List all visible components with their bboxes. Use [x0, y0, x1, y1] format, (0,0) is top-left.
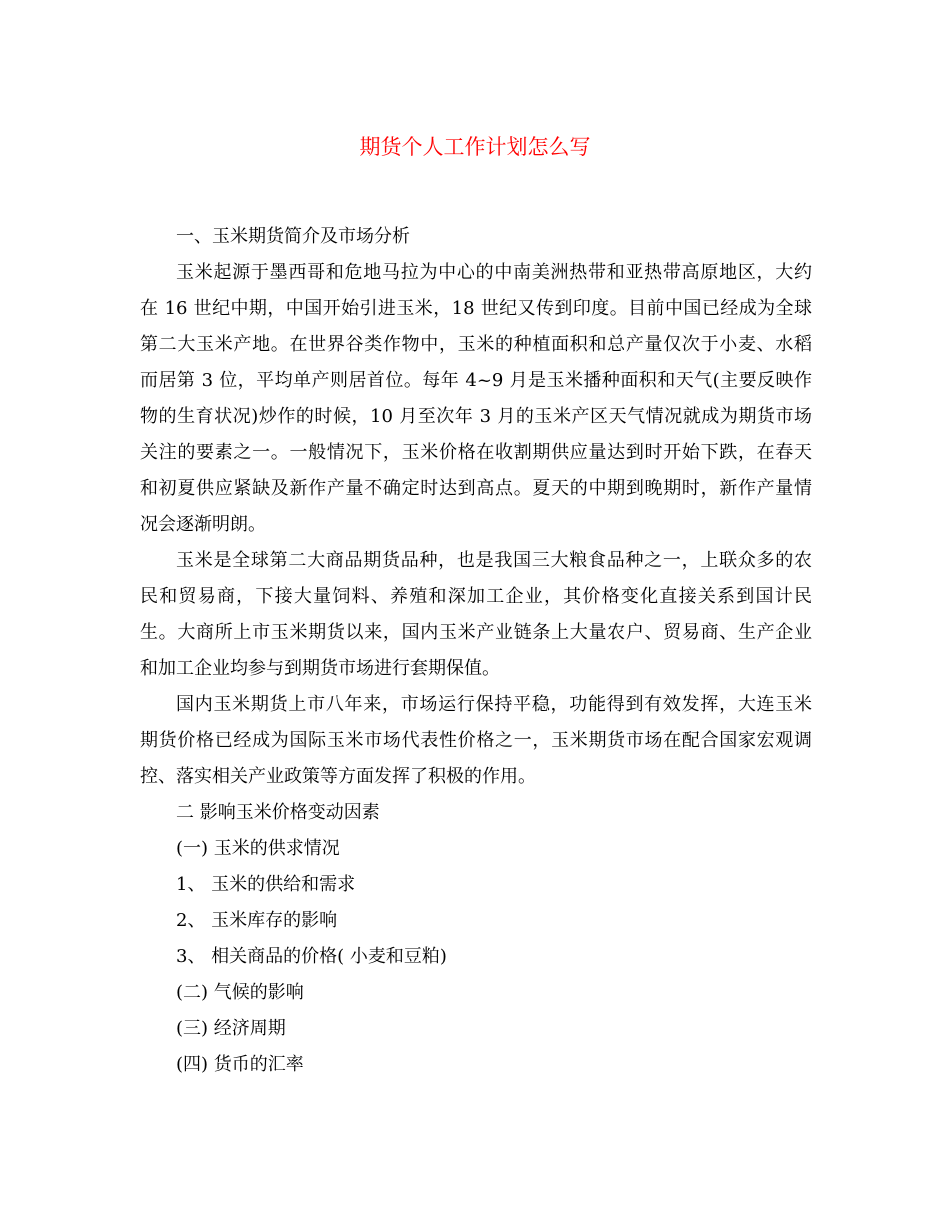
subsection-heading: (四) 货币的汇率 — [176, 1054, 304, 1075]
paragraph-line: 控、落实相关产业政策等方面发挥了积极的作用。 — [140, 766, 536, 787]
document-body — [140, 219, 812, 1083]
paragraph-line: 民和贸易商，下接大量饲料、养殖和深加工企业，其价格变化直接关系到国计民 — [140, 586, 812, 607]
document-title: 期货个人工作计划怎么写 — [359, 135, 591, 159]
paragraph-line: 和初夏供应紧缺及新作产量不确定时达到高点。夏天的中期到晚期时，新作产量情 — [140, 478, 812, 499]
paragraph-line: 在 16 世纪中期，中国开始引进玉米，18 世纪又传到印度。目前中国已经成为全球 — [140, 298, 812, 319]
section-heading: 一、玉米期货简介及市场分析 — [176, 226, 410, 247]
subsection-heading: (二) 气候的影响 — [176, 982, 304, 1003]
paragraph-line: 玉米起源于墨西哥和危地马拉为中心的中南美洲热带和亚热带高原地区，大约 — [176, 262, 812, 283]
subsection-heading: (一) 玉米的供求情况 — [176, 838, 340, 859]
paragraph-line: 况会逐渐明朗。 — [140, 514, 266, 535]
paragraph-line: 关注的要素之一。一般情况下，玉米价格在收割期供应量达到时开始下跌，在春天 — [140, 442, 812, 463]
paragraph-line: 第二大玉米产地。在世界谷类作物中，玉米的种植面积和总产量仅次于小麦、水稻 — [140, 334, 812, 355]
paragraph-line: 玉米是全球第二大商品期货品种，也是我国三大粮食品种之一，上联众多的农 — [176, 550, 812, 571]
paragraph-line: 期货价格已经成为国际玉米市场代表性价格之一，玉米期货市场在配合国家宏观调 — [140, 730, 812, 751]
paragraph-line: 国内玉米期货上市八年来，市场运行保持平稳，功能得到有效发挥，大连玉米 — [176, 694, 812, 715]
paragraph-line: 而居第 3 位，平均单产则居首位。每年 4~9 月是玉米播种面积和天气(主要反映作 — [140, 370, 812, 391]
list-item: 2、 玉米库存的影响 — [176, 910, 338, 931]
paragraph-line: 生。大商所上市玉米期货以来，国内玉米产业链条上大量农户、贸易商、生产企业 — [140, 622, 812, 643]
subsection-heading: (三) 经济周期 — [176, 1018, 286, 1039]
section-heading: 二 影响玉米价格变动因素 — [176, 802, 380, 823]
list-item: 1、 玉米的供给和需求 — [176, 874, 356, 895]
paragraph-line: 和加工企业均参与到期货市场进行套期保值。 — [140, 658, 500, 679]
list-item: 3、 相关商品的价格( 小麦和豆粕) — [176, 946, 447, 967]
paragraph-line: 物的生育状况)炒作的时候，10 月至次年 3 月的玉米产区天气情况就成为期货市场 — [140, 406, 812, 427]
